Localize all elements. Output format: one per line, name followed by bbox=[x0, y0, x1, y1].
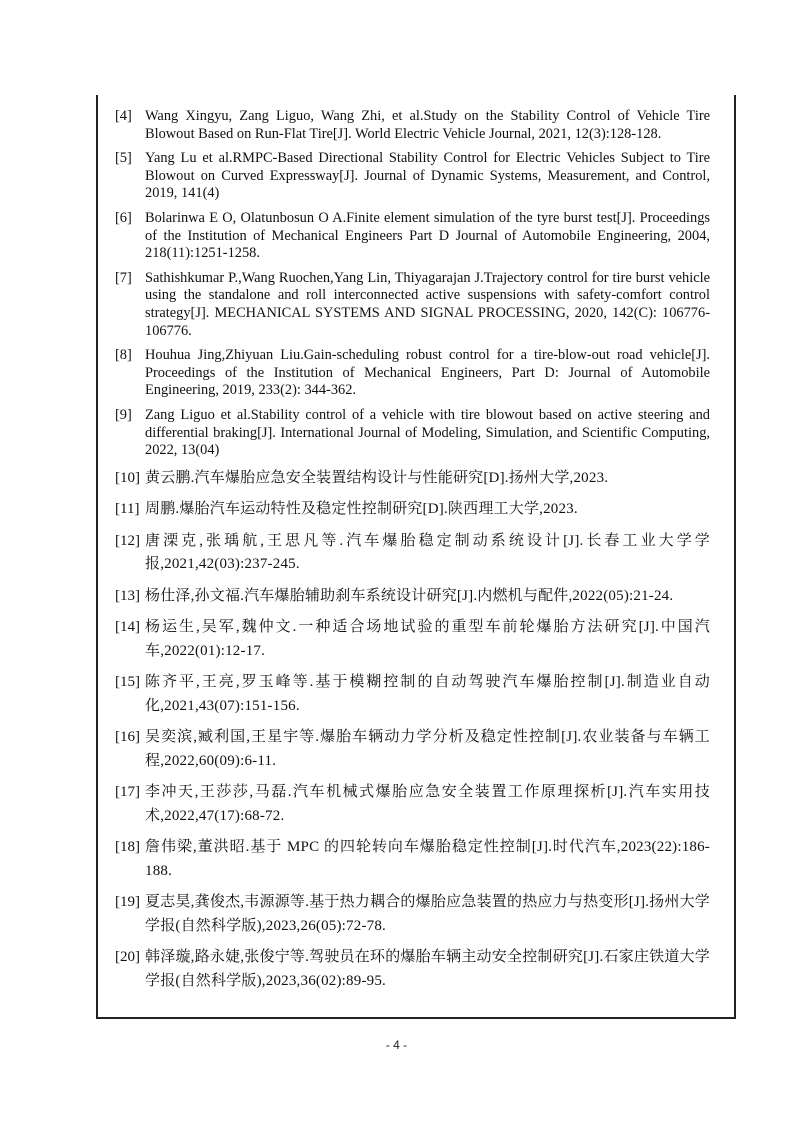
reference-text: 黄云鹏.汽车爆胎应急安全装置结构设计与性能研究[D].扬州大学,2023. bbox=[145, 469, 609, 486]
reference-text: 詹伟梁,董洪昭.基于 MPC 的四轮转向车爆胎稳定性控制[J].时代汽车,2023(22):186-188. bbox=[145, 839, 710, 879]
reference-text: 陈齐平,王亮,罗玉峰等.基于模糊控制的自动驾驶汽车爆胎控制[J].制造业自动化,2021,43(07):151-156. bbox=[145, 674, 710, 714]
reference-item bbox=[115, 210, 710, 263]
reference-text: Sathishkumar P.,Wang Ruochen,Yang Lin, Thiyagarajan J.Trajectory control for tire burst vehicle using the standalone and roll interconnected active suspensions with safety-comfort control strategy[J]. MECHANICAL SYSTEMS AND SIGNAL PROCESSING, 2020, 142(C): 106776-106776. bbox=[145, 269, 710, 339]
reference-number: [14] bbox=[115, 619, 140, 636]
reference-text: 李冲天,王莎莎,马磊.汽车机械式爆胎应急安全装置工作原理探析[J].汽车实用技术,2022,47(17):68-72. bbox=[145, 784, 710, 824]
reference-text: 韩泽璇,路永婕,张俊宁等.驾驶员在环的爆胎车辆主动安全控制研究[J].石家庄铁道大学学报(自然科学版),2023,36(02):89-95. bbox=[145, 949, 710, 989]
reference-text: Bolarinwa E O, Olatunbosun O A.Finite element simulation of the tyre burst test[J]. Proceedings of the Institution of Mechanical Engineers Part D Journal of Automobile Engineering, 2004, 218(11):1251-1258. bbox=[145, 209, 710, 262]
reference-number: [4] bbox=[115, 108, 132, 124]
reference-item bbox=[115, 270, 710, 340]
reference-number: [7] bbox=[115, 269, 132, 286]
reference-number: [10] bbox=[115, 469, 140, 486]
reference-item bbox=[115, 347, 710, 400]
reference-text: Wang Xingyu, Zang Liguo, Wang Zhi, et al.Study on the Stability Control of Vehicle Tire Blowout Based on Run-Flat Tire[J]. World Electric Vehicle Journal, 2021, 12(3):128-128. bbox=[145, 108, 710, 142]
reference-item bbox=[115, 616, 710, 663]
reference-item bbox=[115, 150, 710, 203]
reference-text: Houhua Jing,Zhiyuan Liu.Gain-scheduling robust control for a tire-blow-out road vehicle[J]. Proceedings of the Institution of Mechanical Engineers, Part D: Journal of Automobile Engineering, 2019, 233(2): 344-362. bbox=[145, 347, 710, 399]
reference-text: 杨仕泽,孙文福.汽车爆胎辅助刹车系统设计研究[J].内燃机与配件,2022(05):21-24. bbox=[145, 587, 674, 604]
reference-item bbox=[115, 498, 710, 522]
reference-number: [6] bbox=[115, 209, 132, 226]
reference-number: [8] bbox=[115, 347, 132, 364]
reference-number: [13] bbox=[115, 587, 140, 604]
reference-text: 周鹏.爆胎汽车运动特性及稳定性控制研究[D].陕西理工大学,2023. bbox=[145, 501, 578, 518]
reference-number: [12] bbox=[115, 532, 140, 549]
reference-text: Yang Lu et al.RMPC-Based Directional Stability Control for Electric Vehicles Subject to Tire Blowout on Curved Expressway[J]. Journal of Dynamic Systems, Measurement, and Control, 2019, 141(4) bbox=[145, 150, 710, 202]
reference-text: 唐溧克,张瑀航,王思凡等.汽车爆胎稳定制动系统设计[J].长春工业大学学报,2021,42(03):237-245. bbox=[145, 532, 710, 573]
reference-item bbox=[115, 726, 710, 773]
page-number: - 4 - bbox=[385, 1038, 408, 1052]
reference-item bbox=[115, 946, 710, 993]
reference-item bbox=[115, 585, 710, 609]
reference-text: 吴奕滨,臧利国,王星宇等.爆胎车辆动力学分析及稳定性控制[J].农业装备与车辆工程,2022,60(09):6-11. bbox=[145, 729, 710, 769]
reference-number: [18] bbox=[115, 839, 140, 856]
reference-number: [11] bbox=[115, 501, 140, 518]
reference-item bbox=[115, 836, 710, 883]
reference-number: [5] bbox=[115, 150, 132, 167]
reference-list bbox=[115, 108, 710, 1001]
reference-text: 夏志昊,龚俊杰,韦源源等.基于热力耦合的爆胎应急装置的热应力与热变形[J].扬州大学学报(自然科学版),2023,26(05):72-78. bbox=[145, 894, 710, 934]
reference-text: Zang Liguo et al.Stability control of a vehicle with tire blowout based on active steering and differential braking[J]. International Journal of Modeling, Simulation, and Scientific Computing, 2022, 13(04) bbox=[145, 406, 710, 459]
reference-number: [17] bbox=[115, 784, 140, 801]
reference-item bbox=[115, 407, 710, 460]
reference-item bbox=[115, 108, 710, 143]
reference-number: [15] bbox=[115, 674, 140, 691]
reference-item bbox=[115, 530, 710, 577]
reference-number: [20] bbox=[115, 949, 140, 966]
reference-item bbox=[115, 671, 710, 718]
reference-text: 杨运生,吴军,魏仲文.一种适合场地试验的重型车前轮爆胎方法研究[J].中国汽车,2022(01):12-17. bbox=[145, 619, 710, 659]
reference-item bbox=[115, 891, 710, 938]
reference-item bbox=[115, 781, 710, 828]
reference-number: [16] bbox=[115, 729, 140, 746]
reference-item bbox=[115, 467, 710, 491]
reference-number: [19] bbox=[115, 894, 140, 911]
reference-number: [9] bbox=[115, 406, 132, 423]
